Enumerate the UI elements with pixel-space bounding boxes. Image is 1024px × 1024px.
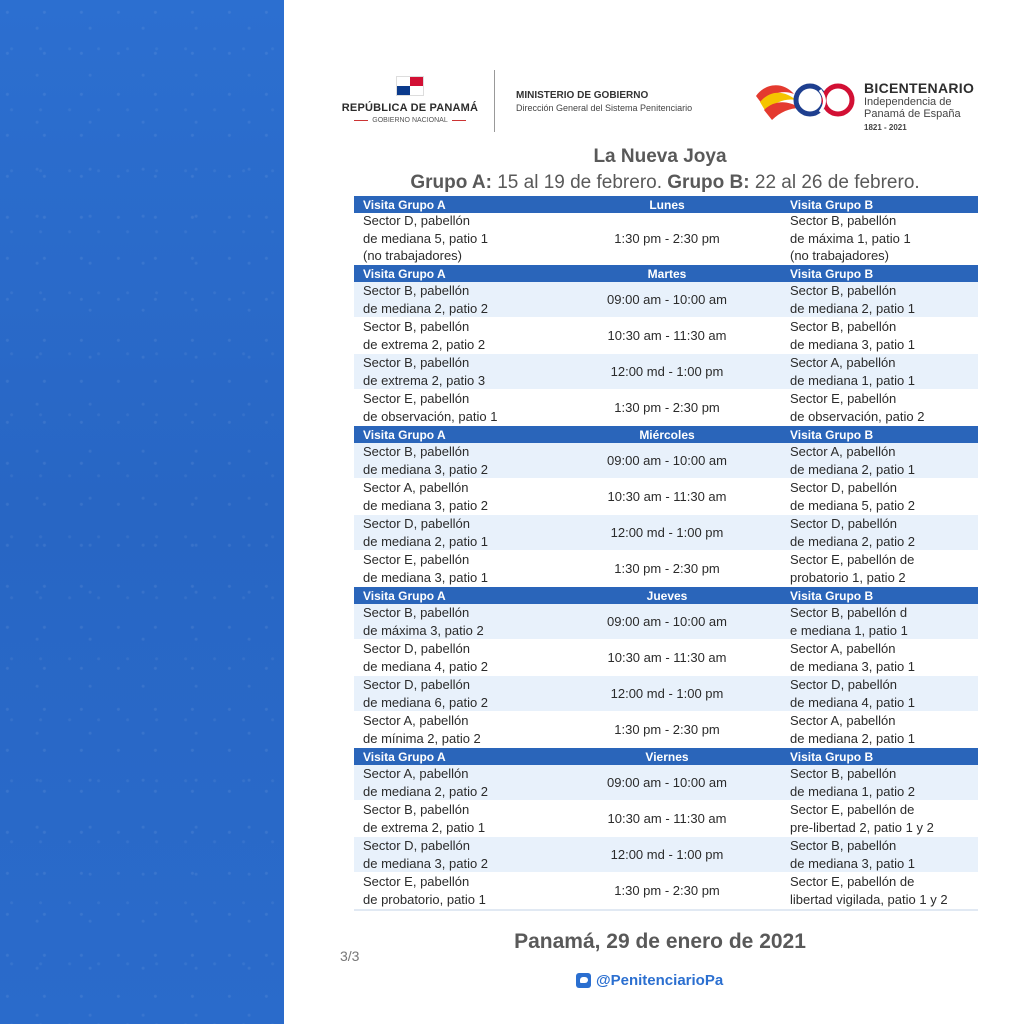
group-a-location: Sector D, pabellón de mediana 5, patio 1 (no trabajadores)	[363, 213, 489, 264]
day-name: Jueves	[646, 588, 688, 603]
visit-time: 1:30 pm - 2:30 pm	[614, 400, 720, 415]
group-a-location: Sector B, pabellón de máxima 3, patio 2	[363, 605, 484, 638]
group-a-location: Sector A, pabellón de mediana 2, patio 2	[363, 766, 489, 799]
visit-time: 10:30 am - 11:30 am	[607, 328, 727, 343]
group-b-location: Sector A, pabellón de mediana 1, patio 1	[790, 355, 916, 388]
group-b-location: Sector E, pabellón de libertad vigilada, patio 1 y 2	[790, 874, 948, 907]
twitter-icon	[576, 973, 591, 988]
schedule-row	[354, 443, 978, 479]
header-divider	[494, 70, 495, 132]
group-b-label: Grupo B:	[667, 172, 750, 193]
group-b-location: Sector B, pabellón de mediana 3, patio 1	[790, 838, 916, 871]
group-a-location: Sector B, pabellón de extrema 2, patio 3	[363, 355, 486, 388]
day-name: Lunes	[649, 197, 685, 212]
col-header-group-a: Visita Grupo A	[363, 427, 446, 442]
group-a-location: Sector B, pabellón de extrema 2, patio 1	[363, 802, 486, 835]
ministry-block	[516, 90, 692, 113]
bicentenario-line2: Panamá de España	[864, 108, 961, 120]
group-a-location: Sector B, pabellón de mediana 3, patio 2	[363, 444, 489, 477]
group-b-location: Sector D, pabellón de mediana 2, patio 2	[790, 516, 916, 549]
page-number: 3/3	[340, 948, 360, 964]
schedule-row	[354, 712, 978, 748]
bicentenario-line1: Independencia de	[864, 96, 952, 108]
col-header-group-b: Visita Grupo B	[790, 427, 874, 442]
visit-time: 1:30 pm - 2:30 pm	[614, 231, 720, 246]
group-b-location: Sector D, pabellón de mediana 4, patio 1	[790, 677, 916, 710]
group-a-location: Sector E, pabellón de probatorio, patio 1	[363, 874, 486, 907]
day-header	[354, 587, 978, 604]
col-header-group-a: Visita Grupo A	[363, 197, 446, 212]
day-name: Miércoles	[639, 427, 695, 442]
visit-time: 10:30 am - 11:30 am	[607, 650, 727, 665]
panama-flag-icon	[396, 76, 424, 96]
visit-time: 10:30 am - 11:30 am	[607, 489, 727, 504]
group-a-location: Sector B, pabellón de mediana 2, patio 2	[363, 283, 489, 316]
col-header-group-b: Visita Grupo B	[790, 588, 874, 603]
schedule-row	[354, 837, 978, 873]
col-header-group-b: Visita Grupo B	[790, 197, 874, 212]
schedule-row	[354, 390, 978, 426]
group-b-location: Sector A, pabellón de mediana 3, patio 1	[790, 641, 916, 674]
day-header	[354, 265, 978, 282]
visit-time: 09:00 am - 10:00 am	[607, 775, 727, 790]
bicentenario-ribbon-icon	[754, 78, 862, 122]
schedule-row	[354, 640, 978, 676]
schedule-row	[354, 765, 978, 801]
group-b-location: Sector B, pabellón d e mediana 1, patio 1	[790, 605, 908, 638]
day-name: Viernes	[645, 749, 689, 764]
visit-time: 10:30 am - 11:30 am	[607, 811, 727, 826]
day-name: Martes	[647, 266, 687, 281]
col-header-group-b: Visita Grupo B	[790, 266, 874, 281]
col-header-group-a: Visita Grupo A	[363, 749, 446, 764]
group-b-location: Sector E, pabellón de observación, patio 2	[790, 391, 925, 424]
decorative-blue-panel	[0, 0, 284, 1024]
col-header-group-a: Visita Grupo A	[363, 588, 446, 603]
group-b-location: Sector B, pabellón de máxima 1, patio 1 (no trabajadores)	[790, 213, 911, 264]
visit-time: 09:00 am - 10:00 am	[607, 292, 727, 307]
ministry-name: MINISTERIO DE GOBIERNO	[516, 90, 649, 101]
col-header-group-b: Visita Grupo B	[790, 749, 874, 764]
group-b-location: Sector D, pabellón de mediana 5, patio 2	[790, 480, 916, 513]
visit-time: 1:30 pm - 2:30 pm	[614, 722, 720, 737]
visit-time: 12:00 md - 1:00 pm	[610, 686, 724, 701]
table-bottom-rule	[354, 909, 978, 911]
day-header	[354, 196, 978, 213]
group-a-location: Sector B, pabellón de extrema 2, patio 2	[363, 319, 486, 352]
group-b-location: Sector E, pabellón de probatorio 1, patio 2	[790, 552, 915, 585]
schedule-row	[354, 282, 978, 318]
country-name: REPÚBLICA DE PANAMÁ	[341, 102, 479, 114]
group-a-location: Sector D, pabellón de mediana 3, patio 2	[363, 838, 489, 871]
schedule-row	[354, 479, 978, 515]
schedule-row	[354, 604, 978, 640]
group-a-label: Grupo A:	[410, 172, 492, 193]
visit-time: 1:30 pm - 2:30 pm	[614, 883, 720, 898]
visit-time: 09:00 am - 10:00 am	[607, 453, 727, 468]
group-a-location: Sector D, pabellón de mediana 6, patio 2	[363, 677, 489, 710]
group-a-location: Sector E, pabellón de observación, patio 1	[363, 391, 498, 424]
ministry-subtitle: Dirección General del Sistema Penitenciario	[516, 103, 693, 113]
bicentenario-title: BICENTENARIO	[864, 80, 975, 96]
group-b-location: Sector A, pabellón de mediana 2, patio 1	[790, 444, 916, 477]
schedule-row	[354, 354, 978, 390]
schedule-row	[354, 213, 978, 265]
page-subtitle	[350, 172, 980, 194]
day-header	[354, 748, 978, 765]
visit-time: 12:00 md - 1:00 pm	[610, 364, 724, 379]
visit-time: 12:00 md - 1:00 pm	[610, 525, 724, 540]
group-b-location: Sector B, pabellón de mediana 2, patio 1	[790, 283, 916, 316]
day-header	[354, 426, 978, 443]
bicentenario-logo	[754, 76, 994, 138]
group-b-location: Sector A, pabellón de mediana 2, patio 1	[790, 713, 916, 746]
visit-time: 12:00 md - 1:00 pm	[610, 847, 724, 862]
visit-schedule-table	[354, 196, 978, 911]
group-a-location: Sector A, pabellón de mediana 3, patio 2	[363, 480, 489, 513]
schedule-row	[354, 676, 978, 712]
page-title: La Nueva Joya	[593, 146, 727, 167]
gobierno-nacional: GOBIERNO NACIONAL	[372, 117, 448, 124]
visit-time: 1:30 pm - 2:30 pm	[614, 561, 720, 576]
schedule-row	[354, 515, 978, 551]
group-a-location: Sector D, pabellón de mediana 2, patio 1	[363, 516, 489, 549]
group-b-location: Sector E, pabellón de pre-libertad 2, patio 1 y 2	[790, 802, 934, 835]
group-b-location: Sector B, pabellón de mediana 3, patio 1	[790, 319, 916, 352]
col-header-group-a: Visita Grupo A	[363, 266, 446, 281]
group-a-location: Sector E, pabellón de mediana 3, patio 1	[363, 552, 489, 585]
group-b-dates: 22 al 26 de febrero.	[749, 172, 920, 193]
group-a-location: Sector D, pabellón de mediana 4, patio 2	[363, 641, 489, 674]
schedule-row	[354, 551, 978, 587]
schedule-row	[354, 801, 978, 837]
group-a-location: Sector A, pabellón de mínima 2, patio 2	[363, 713, 481, 746]
group-b-location: Sector B, pabellón de mediana 1, patio 2	[790, 766, 916, 799]
bicentenario-years: 1821 - 2021	[864, 123, 907, 132]
visit-time: 09:00 am - 10:00 am	[607, 614, 727, 629]
schedule-row	[354, 873, 978, 909]
schedule-row	[354, 318, 978, 354]
footer-date: Panamá, 29 de enero de 2021	[514, 930, 806, 953]
group-a-dates: 15 al 19 de febrero.	[491, 172, 668, 193]
header-logos	[336, 70, 996, 140]
republica-logo	[340, 76, 480, 124]
twitter-handle[interactable]	[576, 972, 723, 989]
twitter-handle-text: @PenitenciarioPa	[596, 972, 724, 989]
